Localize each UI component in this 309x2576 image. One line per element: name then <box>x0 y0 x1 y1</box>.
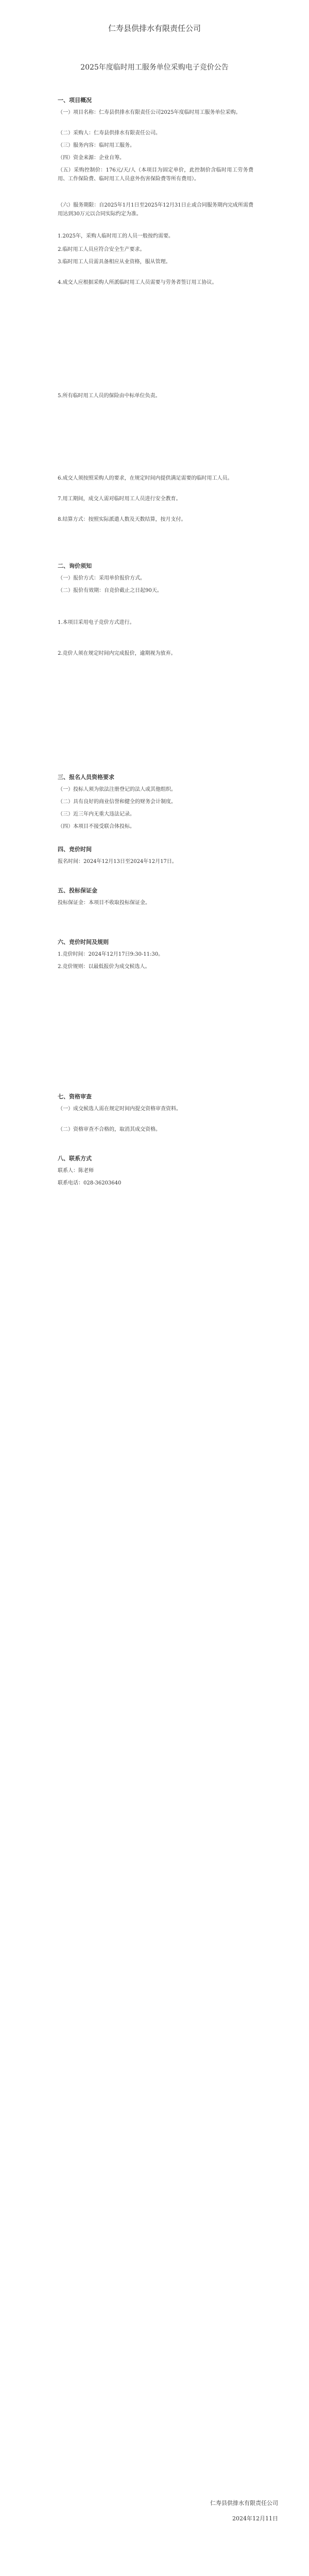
paragraph: 3.临时用工人员需具备相应从业资格，服从管理。 <box>58 259 171 265</box>
paragraph: （四）资金来源：企业自筹。 <box>58 155 125 161</box>
paragraph: 投标保证金：本项目不收取投标保证金。 <box>58 900 150 906</box>
paragraph: （四）本项目不接受联合体投标。 <box>58 824 135 829</box>
paragraph: 报名时间：2024年12月13日至2024年12月17日。 <box>58 859 177 865</box>
section-heading: 三、报名人员资格要求 <box>58 774 114 781</box>
section-heading: 七、资格审查 <box>58 1093 92 1100</box>
announcement-title: 2025年度临时用工服务单位采购电子竞价公告 <box>80 63 229 72</box>
paragraph: 2.临时用工人员应符合安全生产要求。 <box>58 247 145 252</box>
paragraph: 2.竞价人须在规定时间内完成报价，逾期视为放弃。 <box>58 651 176 656</box>
section-heading: 四、竞价时间 <box>58 846 92 853</box>
paragraph: （六）服务期限：自2025年1月1日至2025年12月31日止或合同服务期内完成所需费用达到30万元以合同实际约定为准。 <box>58 202 253 217</box>
paragraph: 1.2025年，采购人临时用工的人员一般按约需要。 <box>58 233 174 239</box>
paragraph: （五）采购控制价：176元/天/人（本项目为固定单价，此控制价含临时用工劳务费用、工作保险费、临时用工人员意外伤害保险费等所有费用）。 <box>58 167 253 182</box>
section-heading: 二、询价须知 <box>58 563 92 569</box>
paragraph: （二）报价有效期：自竞价截止之日起90天。 <box>58 588 162 594</box>
paragraph: （二）资格审查不合格的，取消其成交资格。 <box>58 1127 161 1132</box>
paragraph: 1.竞价时间：2024年12月17日9:30-11:30。 <box>58 952 164 957</box>
company-name: 仁寿县供排水有限责任公司 <box>108 24 201 33</box>
paragraph: 1.本项目采用电子竞价方式进行。 <box>58 620 135 625</box>
paragraph: （一）报价方式：采用单价报价方式。 <box>58 575 145 581</box>
paragraph: （一）成交候选人需在规定时间内提交资格审查资料。 <box>58 1106 181 1112</box>
paragraph: 2.竞价规则：以最低报价为成交候选人。 <box>58 964 150 970</box>
section-heading: 一、项目概况 <box>58 97 92 104</box>
paragraph: 8.结算方式：按照实际派遣人数及天数结算，按月支付。 <box>58 517 186 522</box>
paragraph: 5.所有临时用工人员的保险由中标单位负责。 <box>58 393 161 399</box>
paragraph: 7.用工期间，成交人需对临时用工人员进行安全教育。 <box>58 496 181 502</box>
signature-date: 2024年12月11日 <box>232 2515 278 2522</box>
paragraph: （三）近三年内无重大违法记录。 <box>58 811 135 817</box>
paragraph: （一）项目名称：仁寿县供排水有限责任公司2025年度临时用工服务单位采购。 <box>58 110 241 115</box>
paragraph: 联系电话：028-36203640 <box>58 1180 122 1186</box>
paragraph: （三）服务内容：临时用工服务。 <box>58 143 135 148</box>
section-heading: 五、投标保证金 <box>58 887 97 894</box>
paragraph: 6.成交人须按照采购人的要求，在规定时间内提供满足需要的临时用工人员。 <box>58 476 233 481</box>
section-heading: 六、竞价时间及规则 <box>58 939 109 945</box>
paragraph: 联系人：陈老师 <box>58 1168 94 1174</box>
signature-company: 仁寿县供排水有限责任公司 <box>210 2500 278 2506</box>
paragraph: 4.成交人应根据采购人所派临时用工人员需要与劳务者签订用工协议。 <box>58 280 217 285</box>
paragraph: （二）采购人：仁寿县供排水有限责任公司。 <box>58 130 161 136</box>
paragraph: （二）具有良好的商业信誉和健全的财务会计制度。 <box>58 799 176 805</box>
paragraph: （一）投标人须为依法注册登记的法人或其他组织。 <box>58 787 176 792</box>
section-heading: 八、联系方式 <box>58 1155 92 1162</box>
